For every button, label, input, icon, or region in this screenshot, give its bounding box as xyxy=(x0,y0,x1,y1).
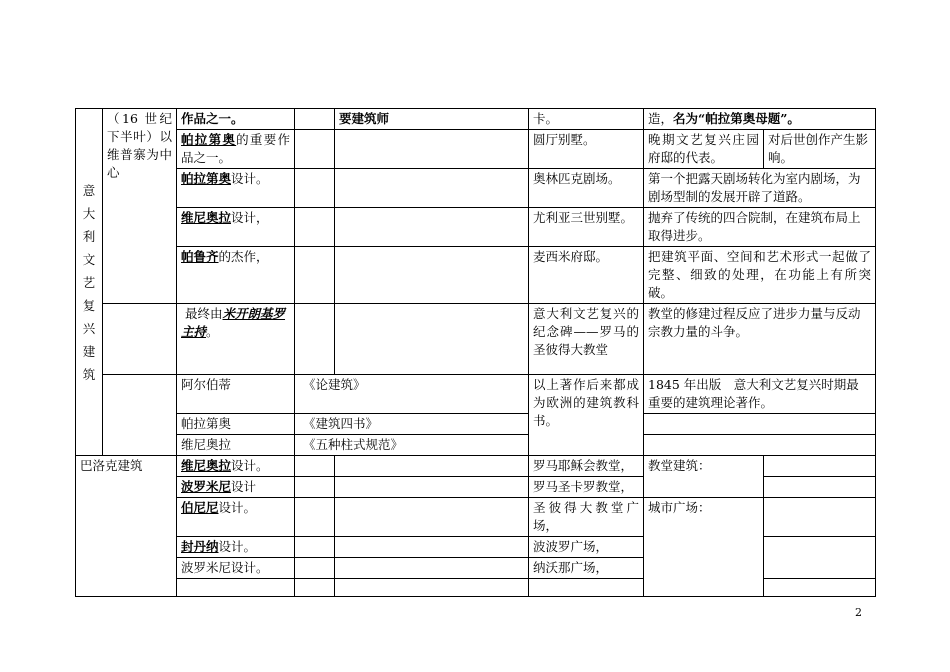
work-cell: 维尼奥拉设计， xyxy=(177,208,295,247)
significance-cell: 把建筑平面、空间和艺术形式一起做了完整、细致的处理，在功能上有所突破。 xyxy=(644,247,876,304)
empty-cell xyxy=(764,579,876,597)
table-row xyxy=(76,498,876,537)
empty-cell xyxy=(335,456,529,477)
table-row xyxy=(76,169,876,208)
empty-cell xyxy=(103,304,177,375)
books-significance: 1845 年出版 意大利文艺复兴时期最重要的建筑理论著作。 xyxy=(644,375,876,414)
empty-cell xyxy=(295,579,335,597)
table-row xyxy=(76,375,876,414)
empty-cell xyxy=(335,498,529,537)
table-row xyxy=(76,456,876,477)
building-cell: 麦西米府邸。 xyxy=(529,247,644,304)
empty-cell xyxy=(335,247,529,304)
architect-name: 波罗米尼 xyxy=(181,479,232,494)
architect-name: 维尼奥拉 xyxy=(181,210,232,225)
table-row xyxy=(76,130,876,169)
architect-name: 帕鲁齐 xyxy=(181,249,219,264)
empty-cell xyxy=(295,456,335,477)
region-char: 大 xyxy=(82,205,96,221)
empty-cell xyxy=(335,208,529,247)
empty-cell xyxy=(103,375,177,456)
books-note: 以上著作后来都成为欧洲的建筑教科书。 xyxy=(529,375,644,456)
significance-cell: 造，名为“帕拉第奥母题”。 xyxy=(644,109,876,130)
architect-name: 米开朗基罗主持 xyxy=(181,306,286,339)
significance-cell: 教堂的修建过程反应了进步力量与反动宗教力量的斗争。 xyxy=(644,304,876,375)
work-cell: 伯尼尼设计。 xyxy=(177,498,295,537)
building-cell: 罗马耶稣会教堂， xyxy=(529,456,644,477)
region-char: 建 xyxy=(82,343,96,359)
work-cell: 帕拉第奥的重要作品之一。 xyxy=(177,130,295,169)
empty-cell xyxy=(644,435,876,456)
empty-cell xyxy=(295,208,335,247)
empty-cell xyxy=(335,477,529,498)
empty-cell xyxy=(295,169,335,208)
significance-cell: 对后世创作产生影响。 xyxy=(764,130,876,169)
architecture-history-table xyxy=(75,108,876,597)
square-label: 城市广场： xyxy=(644,498,764,597)
empty-cell xyxy=(295,558,335,579)
architect-name: 帕拉第奥 xyxy=(181,171,232,186)
architect-name: 帕拉第奥 xyxy=(181,132,237,147)
work-cell: 维尼奥拉设计。 xyxy=(177,456,295,477)
significance-cell: 第一个把露天剧场转化为室内剧场，为剧场型制的发展开辟了道路。 xyxy=(644,169,876,208)
region-char: 兴 xyxy=(82,320,96,336)
building-cell: 纳沃那广场， xyxy=(529,558,644,579)
empty-cell xyxy=(335,579,529,597)
significance-cell: 抛弃了传统的四合院制，在建筑布局上取得进步。 xyxy=(644,208,876,247)
architect-name: 伯尼尼 xyxy=(181,500,219,515)
building-cell: 尤利亚三世别墅。 xyxy=(529,208,644,247)
work-cell: 帕鲁齐的杰作， xyxy=(177,247,295,304)
region-char: 艺 xyxy=(82,274,96,290)
work-cell: 波罗米尼设计 xyxy=(177,477,295,498)
table-row xyxy=(76,304,876,375)
baroque-label: 巴洛克建筑 xyxy=(76,456,177,597)
empty-cell xyxy=(295,537,335,558)
architect-header: 要建筑师 xyxy=(335,109,529,130)
empty-cell xyxy=(335,558,529,579)
building-cell: 圆厅别墅。 xyxy=(529,130,644,169)
building-cell: 波波罗广场， xyxy=(529,537,644,558)
work-cell: 波罗米尼设计。 xyxy=(177,558,295,579)
table-row xyxy=(76,109,876,130)
architect-name: 维尼奥拉 xyxy=(181,458,232,473)
empty-cell xyxy=(335,537,529,558)
empty-cell xyxy=(295,477,335,498)
empty-cell xyxy=(295,304,335,375)
region-char: 筑 xyxy=(82,366,96,382)
significance-cell: 晚期文艺复兴庄园府邸的代表。 xyxy=(644,130,764,169)
book-author: 阿尔伯蒂 xyxy=(177,375,295,414)
book-author: 维尼奥拉 xyxy=(177,435,295,456)
building-cell: 卡。 xyxy=(529,109,644,130)
empty-cell xyxy=(764,477,876,498)
table-row xyxy=(76,414,876,435)
empty-cell xyxy=(335,169,529,208)
empty-cell xyxy=(295,109,335,130)
empty-cell xyxy=(529,579,644,597)
italy-region-label xyxy=(76,109,103,456)
region-char: 利 xyxy=(82,228,96,244)
empty-cell xyxy=(295,247,335,304)
region-char: 意 xyxy=(82,182,96,198)
empty-cell xyxy=(295,130,335,169)
building-cell: 奥林匹克剧场。 xyxy=(529,169,644,208)
work-cell: 封丹纳设计。 xyxy=(177,537,295,558)
book-author: 帕拉第奥 xyxy=(177,414,295,435)
building-cell: 罗马圣卡罗教堂， xyxy=(529,477,644,498)
work-cell: 帕拉第奥设计。 xyxy=(177,169,295,208)
empty-cell xyxy=(764,456,876,477)
church-label: 教堂建筑： xyxy=(644,456,764,498)
empty-cell xyxy=(644,414,876,435)
empty-cell xyxy=(335,130,529,169)
building-cell: 意大利文艺复兴的纪念碑——罗马的圣彼得大教堂 xyxy=(529,304,644,375)
empty-cell xyxy=(764,537,876,579)
work-cell: 最终由米开朗基罗主持。 xyxy=(177,304,295,375)
book-title: 《建筑四书》 xyxy=(295,414,529,435)
empty-cell xyxy=(335,304,529,375)
region-char: 文 xyxy=(82,251,96,267)
period-note: （16 世纪下半叶）以维普寨为中心 xyxy=(103,109,177,304)
book-title: 《论建筑》 xyxy=(295,375,529,414)
work-cell: 作品之一。 xyxy=(177,109,295,130)
region-char: 复 xyxy=(82,297,96,313)
empty-cell xyxy=(764,498,876,537)
architect-name: 封丹纳 xyxy=(181,539,219,554)
page-number: 2 xyxy=(855,606,862,619)
table-row xyxy=(76,247,876,304)
building-cell: 圣彼得大教堂广场， xyxy=(529,498,644,537)
table-row xyxy=(76,435,876,456)
empty-cell xyxy=(295,498,335,537)
table-row xyxy=(76,208,876,247)
book-title: 《五种柱式规范》 xyxy=(295,435,529,456)
empty-cell xyxy=(177,579,295,597)
